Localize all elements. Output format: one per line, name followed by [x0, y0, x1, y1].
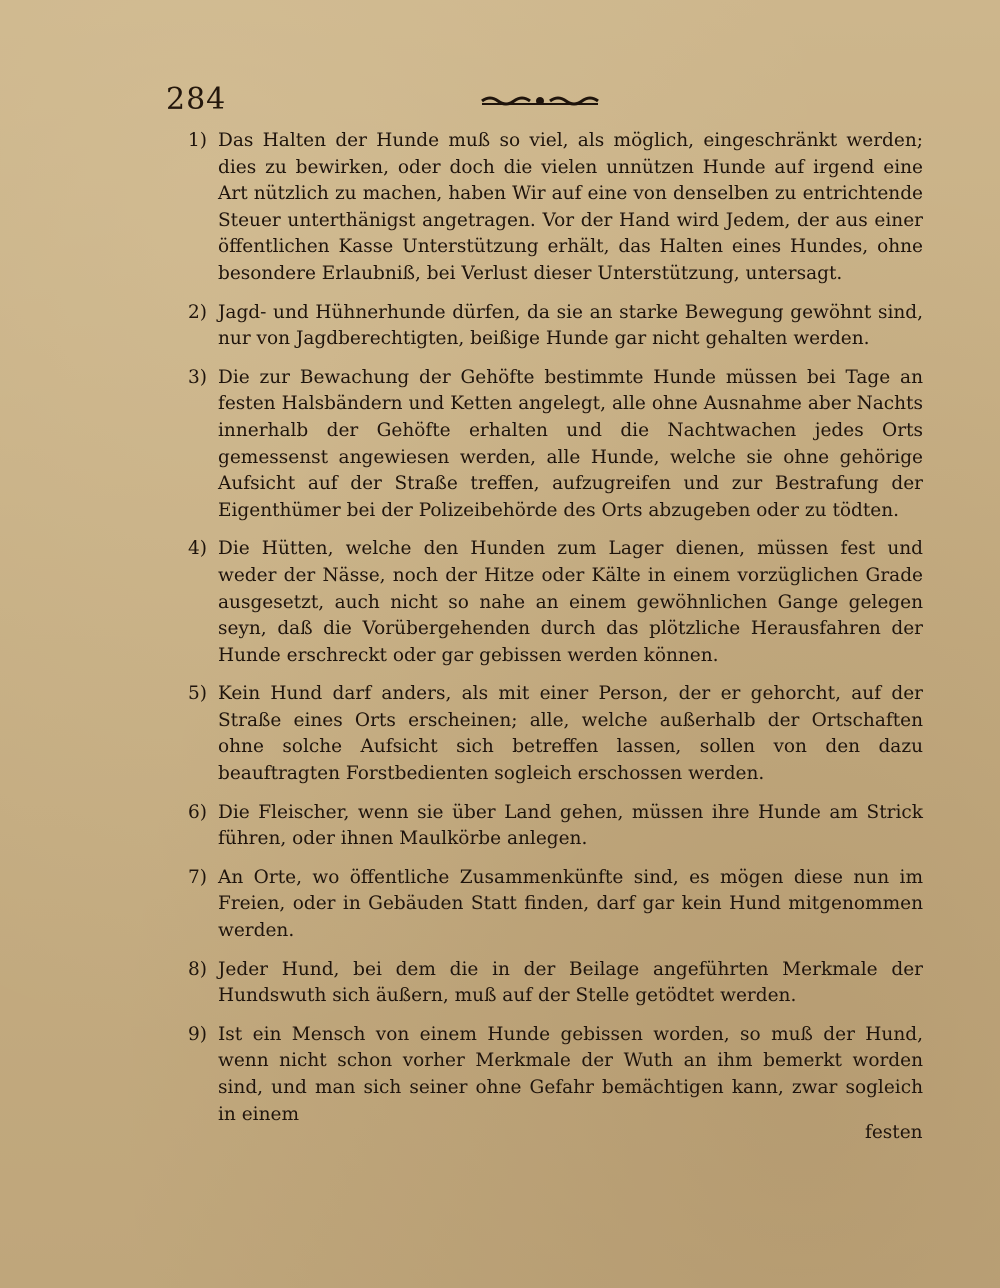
item-number: 7) — [188, 866, 207, 888]
item-text: Das Halten der Hunde muß so viel, als möglich, eingeschränkt werden; dies zu bewirken, oder doch die vielen unnützen Hunde auf irgend eine Art nützlich zu machen, haben Wir auf eine von denselben zu entrichtende Steuer unterthänigst angetragen. Vor der Hand wird Jedem, der aus einer öffentlichen Kasse Unterstützung erhält, das Halten eines Hundes, ohne besondere Erlaubniß, bei Verlust dieser Unterstützung, untersagt. — [218, 130, 923, 284]
list-item — [188, 957, 923, 1010]
item-number: 1) — [188, 130, 207, 151]
item-number: 6) — [188, 801, 207, 823]
item-number: 9) — [188, 1023, 207, 1045]
item-text: Die Fleischer, wenn sie über Land gehen, müssen ihre Hunde am Strick führen, oder ihnen Maulkörbe anlegen. — [218, 801, 923, 850]
item-number: 8) — [188, 958, 207, 980]
item-number: 2) — [188, 301, 207, 323]
list-item — [188, 681, 923, 787]
item-text: Kein Hund darf anders, als mit einer Person, der er gehorcht, auf der Straße eines Orts erscheinen; alle, welche außerhalb der Ortschaften ohne solche Aufsicht sich betreffen lassen, sollen von den dazu beauftragten Forstbedienten sogleich erschossen werden. — [218, 683, 923, 785]
item-text: Jeder Hund, bei dem die in der Beilage angeführten Merkmale der Hundswuth sich äußern, muß auf der Stelle getödtet werden. — [218, 958, 923, 1007]
list-item — [188, 865, 923, 945]
list-item — [188, 365, 923, 525]
item-text: Jagd- und Hühnerhunde dürfen, da sie an starke Bewegung gewöhnt sind, nur von Jagdberechtigten, beißige Hunde gar nicht gehalten werden. — [218, 301, 923, 350]
list-item — [188, 300, 923, 353]
list-item — [188, 1022, 923, 1128]
item-text: An Orte, wo öffentliche Zusammenkünfte sind, es mögen diese nun im Freien, oder in Gebäuden Statt finden, darf gar kein Hund mitgenommen werden. — [218, 866, 923, 942]
item-text: Ist ein Mensch von einem Hunde gebissen worden, so muß der Hund, wenn nicht schon vorher Merkmale der Wuth an ihm bemerkt worden sind, und man sich seiner ohne Gefahr bemächtigen kann, zwar sogleich in einem — [218, 1023, 923, 1125]
list-item — [188, 128, 923, 288]
item-number: 3) — [188, 366, 207, 388]
item-number: 5) — [188, 683, 207, 705]
list-item — [188, 800, 923, 853]
item-number: 4) — [188, 538, 207, 560]
list-item — [188, 536, 923, 669]
item-text: Die Hütten, welche den Hunden zum Lager dienen, müssen fest und weder der Nässe, noch der Hitze oder Kälte in einem vorzüglichen Grade ausgesetzt, auch nicht so nahe an einem gewöhnlichen Gange gelegen seyn, daß die Vorübergehenden durch das plötzliche Herausfahren der Hunde erschreckt oder gar gebissen werden können. — [218, 538, 923, 666]
catchword: festen — [865, 1122, 923, 1143]
item-text: Die zur Bewachung der Gehöfte bestimmte Hunde müssen bei Tage an festen Halsbändern und Ketten angelegt, alle ohne Ausnahme aber Nachts innerhalb der Gehöfte erhalten und die Nachtwachen jedes Orts gemessenst angewiesen werden, alle Hunde, welche sie ohne gehörige Aufsicht auf der Straße treffen, aufzugreifen und zur Bestrafung der Eigenthümer bei der Polizeibehörde des Orts abzugeben oder zu tödten. — [218, 366, 923, 521]
ornament-rule — [480, 92, 600, 108]
regulation-list — [188, 128, 923, 1140]
page-number: 284 — [166, 82, 227, 117]
